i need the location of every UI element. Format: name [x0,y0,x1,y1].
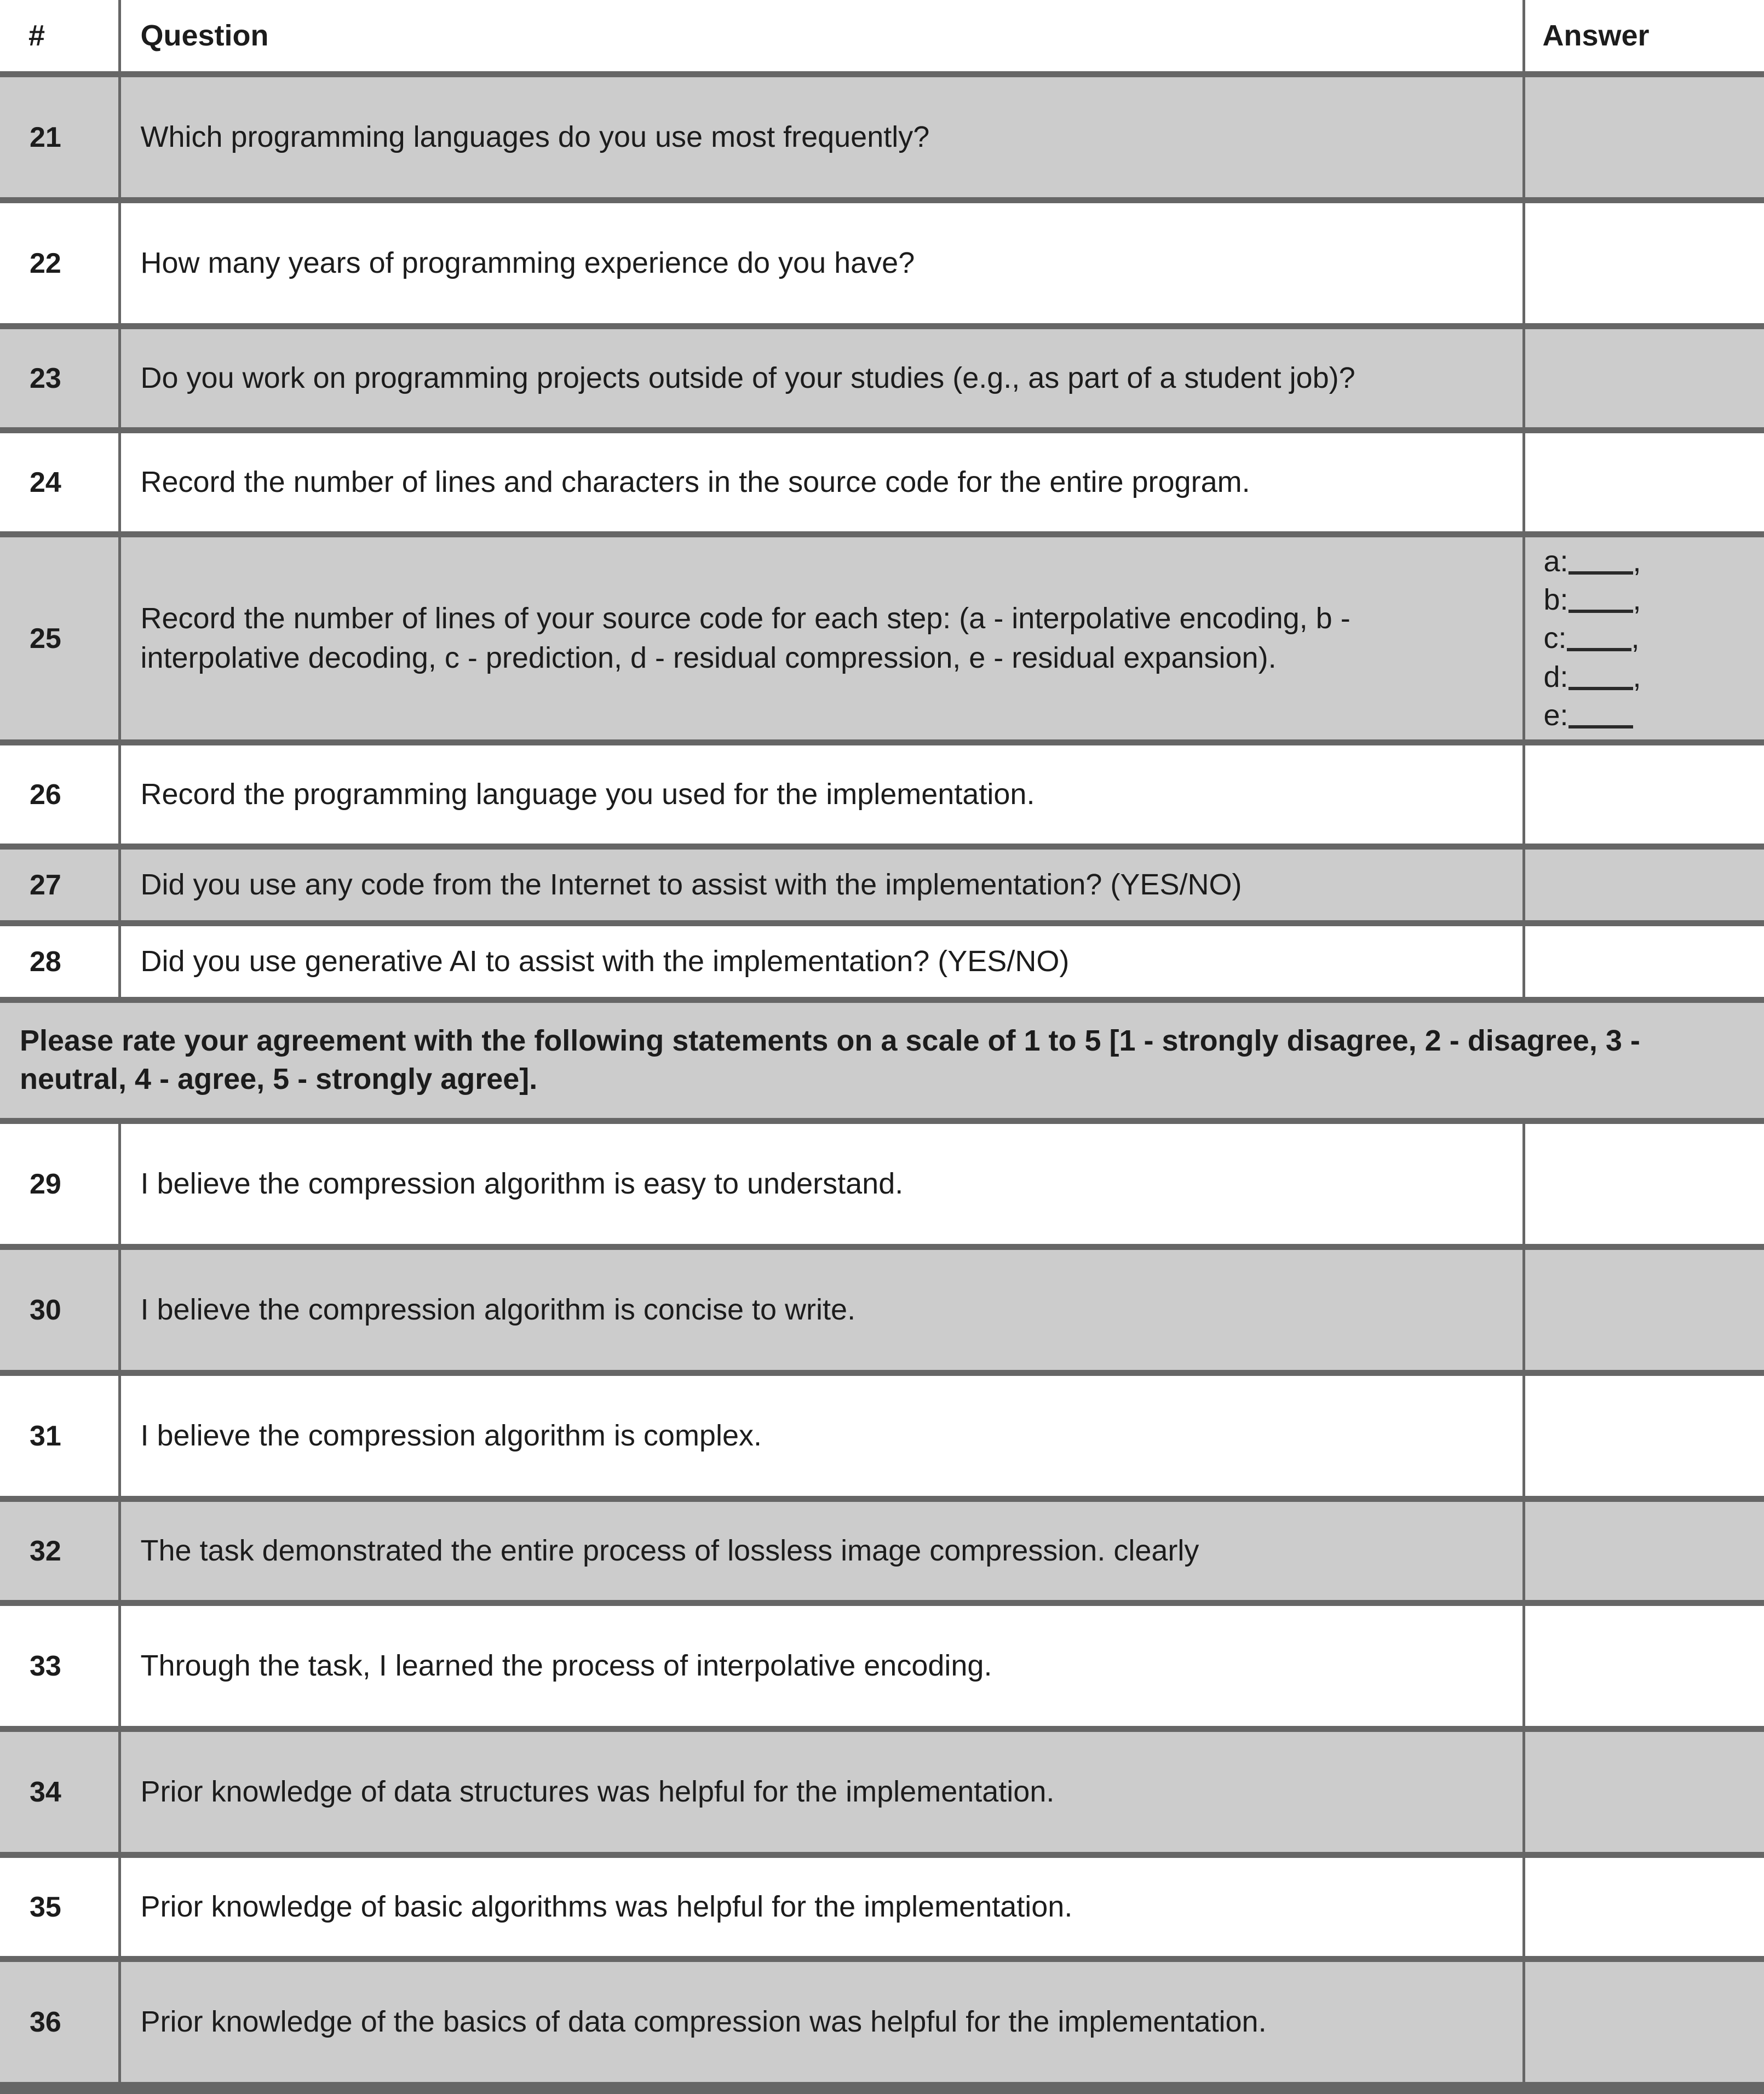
table-header [0,0,1764,74]
question-cell: Do you work on programming projects outside of your studies (e.g., as part of a student job)? [119,326,1524,431]
table-row [0,923,1764,1000]
row-number-cell: 30 [0,1247,119,1373]
question-cell: The task demonstrated the entire process of lossless image compression. clearly [119,1499,1524,1603]
table-row [0,847,1764,923]
answer-blank-line[interactable]: b: , [1543,583,1641,617]
answer-cell[interactable] [1524,1959,1764,2085]
table-row [0,1959,1764,2085]
row-number-cell: 23 [0,326,119,431]
question-cell: Prior knowledge of the basics of data compression was helpful for the implementation. [119,1959,1524,2085]
row-number-cell: 31 [0,1373,119,1499]
question-cell: I believe the compression algorithm is concise to write. [119,1247,1524,1373]
answer-cell[interactable] [1524,200,1764,326]
answer-blank-line[interactable]: a: , [1543,545,1641,578]
table-row [0,1855,1764,1959]
table-row [0,1373,1764,1499]
question-cell: Which programming languages do you use most frequently? [119,74,1524,200]
answer-cell[interactable] [1524,743,1764,847]
question-cell: Prior knowledge of data structures was helpful for the implementation. [119,1729,1524,1855]
answer-cell[interactable] [1524,431,1764,535]
answer-blank-line[interactable]: e: [1544,696,1759,735]
instruction-band-text: Please rate your agreement with the following statements on a scale of 1 to 5 [1 - strongly disagree, 2 - disagree, 3 - neutral, 4 - agree, 5 - strongly agree]. [0,1000,1764,1121]
row-number-cell: 33 [0,1603,119,1729]
answer-cell[interactable] [1524,326,1764,431]
question-cell: Prior knowledge of basic algorithms was helpful for the implementation. [119,1855,1524,1959]
row-number-cell: 26 [0,743,119,847]
table-row [0,431,1764,535]
question-cell: Did you use any code from the Internet to assist with the implementation? (YES/NO) [119,847,1524,923]
row-number-cell: 28 [0,923,119,1000]
answer-cell[interactable] [1524,535,1764,743]
header-row [0,0,1764,74]
answer-cell[interactable] [1524,847,1764,923]
row-number-cell: 21 [0,74,119,200]
answer-blank-line[interactable]: d: , [1543,660,1641,693]
answer-cell[interactable] [1524,1499,1764,1603]
table-bottom-rule [0,2088,1764,2094]
table-row [0,535,1764,743]
row-number-cell: 22 [0,200,119,326]
table-body [0,74,1764,2085]
row-number-cell: 29 [0,1121,119,1247]
table-row [0,1121,1764,1247]
column-header-answer: Answer [1524,0,1764,74]
table-row [0,743,1764,847]
table-row [0,74,1764,200]
table-row [0,326,1764,431]
answer-cell[interactable] [1524,1855,1764,1959]
question-cell: I believe the compression algorithm is easy to understand. [119,1121,1524,1247]
column-header-number: # [0,0,119,74]
row-number-cell: 32 [0,1499,119,1603]
row-number-cell: 24 [0,431,119,535]
question-cell: Record the number of lines and characters in the source code for the entire program. [119,431,1524,535]
table-row [0,1729,1764,1855]
row-number-cell: 36 [0,1959,119,2085]
question-cell: Did you use generative AI to assist with the implementation? (YES/NO) [119,923,1524,1000]
row-number-cell: 34 [0,1729,119,1855]
table-row [0,1603,1764,1729]
answer-cell[interactable] [1524,1729,1764,1855]
row-number-cell: 27 [0,847,119,923]
answer-blank-line[interactable]: c: , [1543,622,1640,655]
answer-cell[interactable] [1524,1121,1764,1247]
question-cell: Record the number of lines of your source code for each step: (a - interpolative encoding, b - interpolative decoding, c - prediction, d - residual compression, e - residual expansion). [119,535,1524,743]
answer-cell[interactable] [1524,1373,1764,1499]
answer-cell[interactable] [1524,1247,1764,1373]
question-cell: How many years of programming experience do you have? [119,200,1524,326]
instruction-band-row [0,1000,1764,1121]
question-cell: Record the programming language you used for the implementation. [119,743,1524,847]
question-cell: Through the task, I learned the process of interpolative encoding. [119,1603,1524,1729]
answer-cell[interactable] [1524,74,1764,200]
question-cell: I believe the compression algorithm is complex. [119,1373,1524,1499]
answer-cell[interactable] [1524,923,1764,1000]
answer-cell[interactable] [1524,1603,1764,1729]
row-number-cell: 35 [0,1855,119,1959]
table-row [0,1499,1764,1603]
table-row [0,200,1764,326]
table-row [0,1247,1764,1373]
row-number-cell: 25 [0,535,119,743]
column-header-question: Question [119,0,1524,74]
